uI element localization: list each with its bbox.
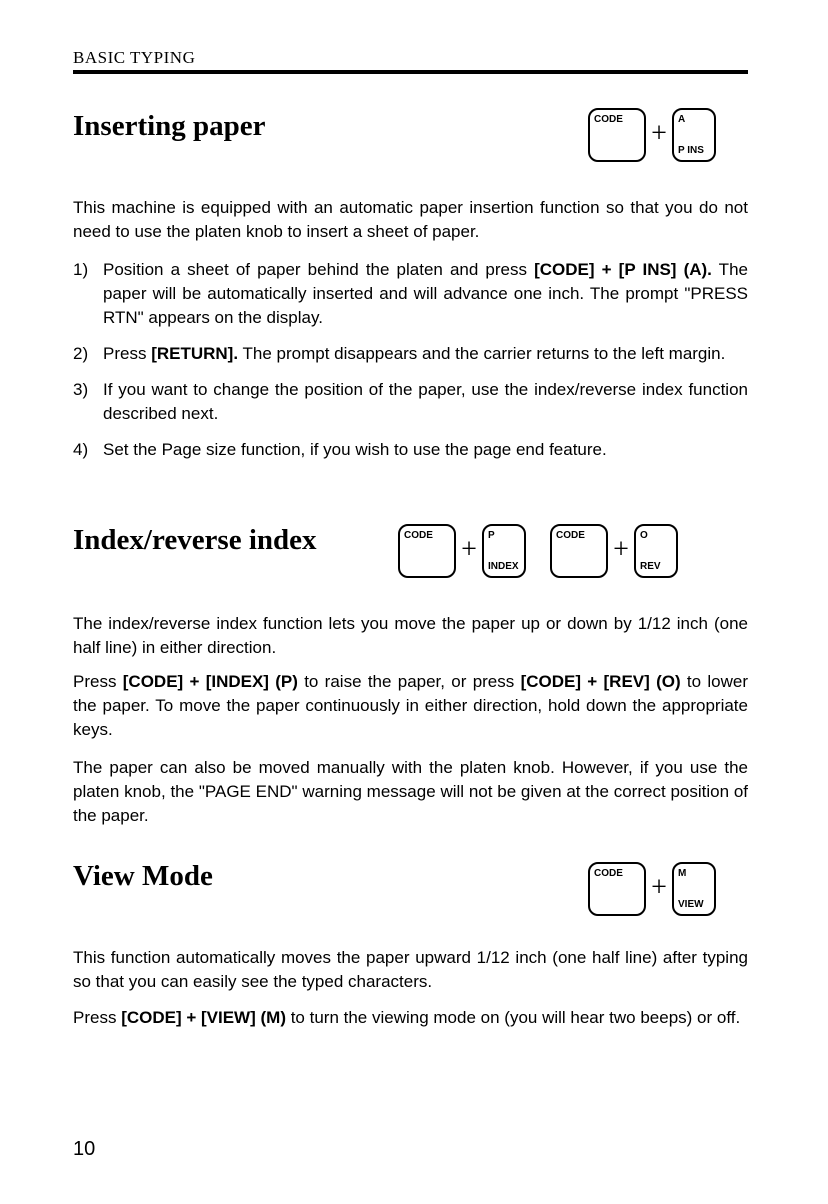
- page-number: 10: [73, 1138, 96, 1160]
- inserting-key-combo: [588, 108, 716, 166]
- index-paragraph-1: The index/reverse index function lets you move the paper up or down by 1/12 inch (one half line) in either direction.: [73, 614, 748, 657]
- step-text: Press: [103, 344, 152, 363]
- list-item: [73, 258, 748, 330]
- key-label: CODE: [594, 868, 623, 879]
- list-item: [73, 438, 748, 462]
- header-rule: [73, 70, 748, 74]
- para-text: Press: [73, 672, 123, 691]
- key-label-bottom: REV: [640, 561, 661, 572]
- step-text-cont: The prompt disappears and the carrier returns to the left margin.: [238, 344, 726, 363]
- heading-index-reverse-index: Index/reverse index: [73, 524, 317, 556]
- plus-sign: +: [613, 534, 629, 565]
- inserting-intro: This machine is equipped with an automatic paper insertion function so that you do not need to use the platen knob to insert a sheet of paper.: [73, 198, 748, 241]
- heading-view-mode: View Mode: [73, 860, 213, 892]
- view-key-combo: [588, 862, 716, 920]
- step-keys: [RETURN].: [151, 344, 239, 363]
- code-key-icon: [550, 524, 608, 578]
- key-label: CODE: [594, 114, 623, 125]
- para-text: Press: [73, 1008, 122, 1027]
- key-label: CODE: [404, 530, 433, 541]
- running-header: BASIC TYPING: [73, 48, 196, 67]
- index-key-combos: [398, 524, 678, 582]
- heading-inserting-paper: Inserting paper: [73, 110, 266, 142]
- view-key-icon: [672, 862, 716, 916]
- key-label-top: O: [640, 530, 648, 541]
- step-text: Set the Page size function, if you wish to use the page end feature.: [103, 440, 607, 459]
- view-paragraph-2: [73, 1006, 748, 1030]
- key-label-bottom: VIEW: [678, 899, 704, 910]
- step-text-cont: The paper will be automatically inserted and will advance one inch. The prompt "PRESS RTN" appears on the display.: [103, 260, 748, 327]
- step-number: 3): [73, 380, 89, 399]
- key-label-bottom: P INS: [678, 145, 704, 156]
- plus-sign: +: [461, 534, 477, 565]
- index-paragraph-2: [73, 670, 748, 742]
- para-text: to turn the viewing mode on (you will hear two beeps) or off.: [285, 1008, 741, 1027]
- key-label-top: P: [488, 530, 495, 541]
- index-key-icon: [482, 524, 526, 578]
- p-ins-key-icon: [672, 108, 716, 162]
- step-number: 1): [73, 260, 89, 279]
- step-number: 2): [73, 344, 89, 363]
- key-combo-view: [CODE] + [VIEW] (M): [121, 1008, 286, 1027]
- rev-key-icon: [634, 524, 678, 578]
- index-paragraph-3: The paper can also be moved manually with the platen knob. However, if you use the platen knob, the "PAGE END" warning message will not be given at the correct position of the paper.: [73, 758, 748, 825]
- key-label-bottom: INDEX: [488, 561, 519, 572]
- step-keys: [CODE] + [P INS] (A).: [534, 260, 712, 279]
- para-text: to lower the paper. To move the paper continuously in either direction, hold down the appropriate keys.: [73, 672, 749, 739]
- code-key-icon: [398, 524, 456, 578]
- list-item: [73, 342, 748, 366]
- code-key-icon: [588, 862, 646, 916]
- step-number: 4): [73, 440, 89, 459]
- list-item: [73, 378, 748, 426]
- step-text: If you want to change the position of the paper, use the index/reverse index function described next.: [103, 380, 748, 423]
- inserting-steps: [73, 258, 748, 474]
- plus-sign: +: [651, 872, 667, 903]
- code-key-icon: [588, 108, 646, 162]
- view-paragraph-1: This function automatically moves the paper upward 1/12 inch (one half line) after typing so that you can easily see the typed characters.: [73, 948, 748, 991]
- key-combo-index: [CODE] + [INDEX] (P): [122, 672, 298, 691]
- key-label: CODE: [556, 530, 585, 541]
- plus-sign: +: [651, 118, 667, 149]
- key-label-top: M: [678, 868, 687, 879]
- key-label-top: A: [678, 114, 686, 125]
- step-text: Position a sheet of paper behind the platen and press: [103, 260, 535, 279]
- para-text: to raise the paper, or press: [297, 672, 521, 691]
- key-combo-rev: [CODE] + [REV] (O): [520, 672, 681, 691]
